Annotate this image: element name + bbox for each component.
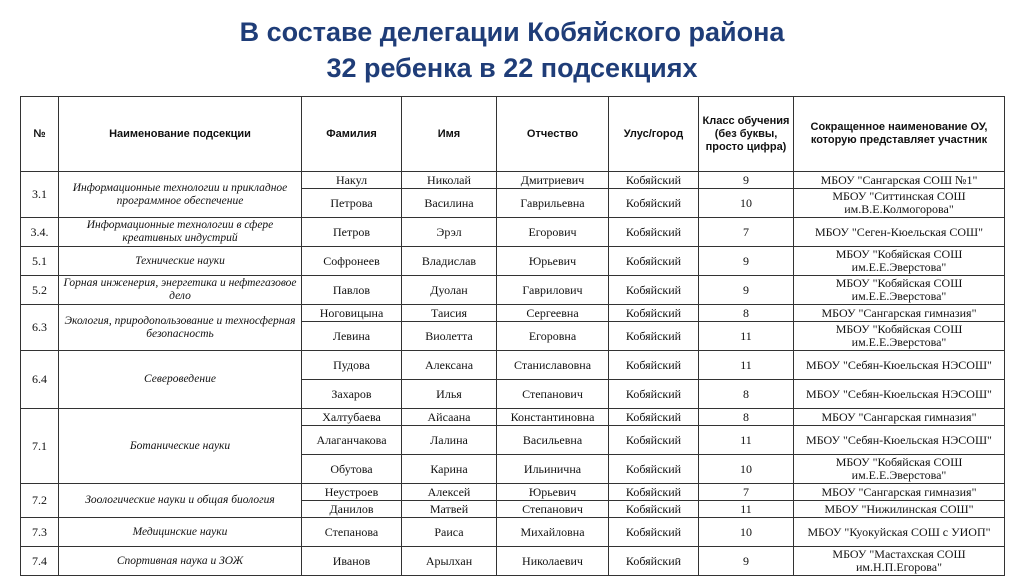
table-row	[21, 305, 1005, 322]
cell-subsection: Медицинские науки	[59, 518, 302, 547]
cell-name: Арылхан	[402, 547, 497, 576]
cell-district: Кобяйский	[609, 351, 699, 380]
delegation-table	[20, 96, 1005, 576]
header-name: Имя	[402, 97, 497, 172]
cell-district: Кобяйскиӣ	[609, 547, 699, 576]
cell-patronymic: Юрьевич	[497, 484, 609, 501]
cell-grade: 10	[699, 189, 794, 218]
cell-school: МБОУ "Сангарская СОШ №1"	[794, 172, 1005, 189]
cell-school: МБОУ "Себян-Кюельская НЭСОШ"	[794, 426, 1005, 455]
cell-surname: Петров	[302, 218, 402, 247]
header-school: Сокращенное наименование ОУ, которую представляет участник	[794, 97, 1005, 172]
header-surname: Фамилия	[302, 97, 402, 172]
cell-patronymic: Степанович	[497, 380, 609, 409]
cell-school: МБОУ "Кобяйская СОШ им.Е.Е.Эверстова"	[794, 276, 1005, 305]
cell-school: МБОУ "Себян-Кюельская НЭСОШ"	[794, 351, 1005, 380]
cell-grade: 8	[699, 305, 794, 322]
cell-district: Кобяйский	[609, 322, 699, 351]
cell-district: Кобяйский	[609, 518, 699, 547]
table-row	[21, 547, 1005, 576]
cell-school: МБОУ "Кобяйская СОШ им.Е.Е.Эверстова"	[794, 247, 1005, 276]
cell-name: Матвей	[402, 501, 497, 518]
cell-school: МБОУ "Мастахская СОШ им.Н.П.Егорова"	[794, 547, 1005, 576]
cell-district: Кобяйский	[609, 380, 699, 409]
cell-district: Кобяйский	[609, 455, 699, 484]
table-row	[21, 518, 1005, 547]
header-district: Улус/город	[609, 97, 699, 172]
cell-num: 3.1	[21, 172, 59, 218]
cell-school: МБОУ "Кобяйская СОШ им.Е.Е.Эверстова"	[794, 322, 1005, 351]
table-row	[21, 247, 1005, 276]
cell-district: Кобяйский	[609, 218, 699, 247]
cell-patronymic: Константиновна	[497, 409, 609, 426]
cell-patronymic: Юрьевич	[497, 247, 609, 276]
cell-patronymic: Николаевич	[497, 547, 609, 576]
cell-surname: Павлов	[302, 276, 402, 305]
cell-surname: Пудова	[302, 351, 402, 380]
slide-title	[0, 14, 1024, 86]
cell-surname: Халтубаева	[302, 409, 402, 426]
cell-patronymic: Гаврильевна	[497, 189, 609, 218]
cell-subsection: Зоологические науки и общая биология	[59, 484, 302, 518]
cell-district: Кобяйский	[609, 409, 699, 426]
table-row	[21, 484, 1005, 501]
cell-district: Кобяйский	[609, 484, 699, 501]
cell-surname: Накул	[302, 172, 402, 189]
cell-name: Алексей	[402, 484, 497, 501]
cell-num: 6.4	[21, 351, 59, 409]
table-row	[21, 276, 1005, 305]
cell-name: Владислав	[402, 247, 497, 276]
table-row	[21, 218, 1005, 247]
cell-subsection: Информационные технологии в сфере креативных индустрий	[59, 218, 302, 247]
title-line-1: В составе делегации Кобяйского района	[239, 17, 785, 47]
cell-grade: 11	[699, 351, 794, 380]
cell-num: 7.4	[21, 547, 59, 576]
cell-num: 5.1	[21, 247, 59, 276]
cell-school: МБОУ "Сангарская гимназия"	[794, 484, 1005, 501]
cell-school: МБОУ "Куокуйская СОШ с УИОП"	[794, 518, 1005, 547]
cell-subsection: Информационные технологии и прикладное программное обеспечение	[59, 172, 302, 218]
cell-patronymic: Егоровна	[497, 322, 609, 351]
cell-district: Кобяйский	[609, 276, 699, 305]
cell-school: МБОУ "Нижилинская СОШ"	[794, 501, 1005, 518]
cell-surname: Иванов	[302, 547, 402, 576]
cell-grade: 10	[699, 518, 794, 547]
cell-num: 5.2	[21, 276, 59, 305]
cell-surname: Неустроев	[302, 484, 402, 501]
cell-subsection: Ботанические науки	[59, 409, 302, 484]
cell-patronymic: Гаврилович	[497, 276, 609, 305]
cell-name: Василина	[402, 189, 497, 218]
cell-surname: Захаров	[302, 380, 402, 409]
cell-grade: 9	[699, 276, 794, 305]
cell-district: Кобяйский	[609, 189, 699, 218]
table-row	[21, 172, 1005, 189]
cell-name: Раиса	[402, 518, 497, 547]
cell-surname: Ноговицына	[302, 305, 402, 322]
cell-patronymic: Михайловна	[497, 518, 609, 547]
cell-patronymic: Станиславовна	[497, 351, 609, 380]
cell-district: Кобяйский	[609, 501, 699, 518]
cell-surname: Данилов	[302, 501, 402, 518]
cell-school: МБОУ "Кобяйская СОШ им.Е.Е.Эверстова"	[794, 455, 1005, 484]
cell-grade: 11	[699, 426, 794, 455]
cell-surname: Обутова	[302, 455, 402, 484]
cell-grade: 11	[699, 501, 794, 518]
title-line-2: 32 ребенка в 22 подсекциях	[326, 53, 698, 83]
cell-num: 7.2	[21, 484, 59, 518]
cell-grade: 9	[699, 247, 794, 276]
cell-school: МБОУ "Себян-Кюельская НЭСОШ"	[794, 380, 1005, 409]
header-grade: Класс обучения (без буквы, просто цифра)	[699, 97, 794, 172]
cell-name: Карина	[402, 455, 497, 484]
cell-grade: 8	[699, 409, 794, 426]
cell-school: МБОУ "Сангарская гимназия"	[794, 409, 1005, 426]
cell-patronymic: Степанович	[497, 501, 609, 518]
cell-name: Эрэл	[402, 218, 497, 247]
cell-subsection: Горная инженерия, энергетика и нефтегазовое дело	[59, 276, 302, 305]
header-num: №	[21, 97, 59, 172]
cell-name: Лалина	[402, 426, 497, 455]
cell-district: Кобяйский	[609, 426, 699, 455]
cell-surname: Левина	[302, 322, 402, 351]
cell-surname: Петрова	[302, 189, 402, 218]
cell-grade: 9	[699, 547, 794, 576]
cell-grade: 10	[699, 455, 794, 484]
cell-grade: 11	[699, 322, 794, 351]
cell-subsection: Североведение	[59, 351, 302, 409]
cell-name: Айсаана	[402, 409, 497, 426]
cell-subsection: Технические науки	[59, 247, 302, 276]
table-body	[21, 172, 1005, 576]
table-row	[21, 409, 1005, 426]
cell-surname: Алаганчакова	[302, 426, 402, 455]
cell-district: Кобяйский	[609, 305, 699, 322]
cell-subsection: Экология, природопользование и техносферная безопасность	[59, 305, 302, 351]
header-patronymic: Отчество	[497, 97, 609, 172]
cell-name: Таисия	[402, 305, 497, 322]
cell-patronymic: Дмитриевич	[497, 172, 609, 189]
table-row	[21, 351, 1005, 380]
cell-district: Кобяйский	[609, 172, 699, 189]
cell-subsection: Спортивная наука и ЗОЖ	[59, 547, 302, 576]
cell-school: МБОУ "Ситтинская СОШ им.В.Е.Колмогорова"	[794, 189, 1005, 218]
cell-surname: Степанова	[302, 518, 402, 547]
cell-grade: 7	[699, 484, 794, 501]
cell-name: Илья	[402, 380, 497, 409]
cell-num: 6.3	[21, 305, 59, 351]
cell-school: МБОУ "Сеген-Кюельская СОШ"	[794, 218, 1005, 247]
cell-patronymic: Ильинична	[497, 455, 609, 484]
cell-school: МБОУ "Сангарская гимназия"	[794, 305, 1005, 322]
cell-name: Алексана	[402, 351, 497, 380]
cell-patronymic: Сергеевна	[497, 305, 609, 322]
cell-num: 7.3	[21, 518, 59, 547]
cell-num: 7.1	[21, 409, 59, 484]
cell-num: 3.4.	[21, 218, 59, 247]
cell-district: Кобяйский	[609, 247, 699, 276]
cell-grade: 7	[699, 218, 794, 247]
header-row	[21, 97, 1005, 172]
cell-patronymic: Егорович	[497, 218, 609, 247]
cell-name: Николай	[402, 172, 497, 189]
cell-name: Дуолан	[402, 276, 497, 305]
cell-name: Виолетта	[402, 322, 497, 351]
cell-grade: 8	[699, 380, 794, 409]
cell-surname: Софронеев	[302, 247, 402, 276]
cell-patronymic: Васильевна	[497, 426, 609, 455]
header-subsection: Наименование подсекции	[59, 97, 302, 172]
cell-grade: 9	[699, 172, 794, 189]
